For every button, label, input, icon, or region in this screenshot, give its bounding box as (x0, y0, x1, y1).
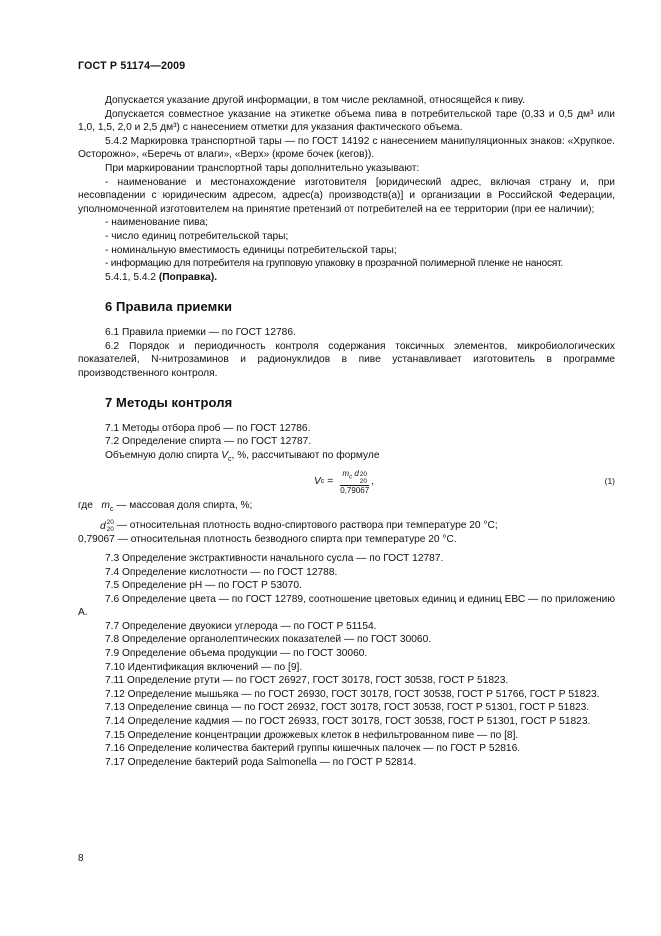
section-6-heading: 6 Правила приемки (105, 299, 233, 315)
paragraph-7-11: 7.11 Определение ртути — по ГОСТ 26927, ГОСТ 30178, ГОСТ 30538, ГОСТ Р 51823. (105, 675, 509, 687)
list-item: - информацию для потребителя на групповую упаковку в прозрачной полимерной пленке не наносят. (105, 258, 563, 270)
formula-block (78, 467, 615, 499)
paragraph-5-4-2: 5.4.2 Маркировка транспортной тары — по ГОСТ 14192 с нанесением манипуляционных знаков: «Хрупкое. Осторожно», «Беречь от влаги», «Верх» (кроме бочек (кегов)). (78, 135, 615, 161)
formula-denominator: 0,79067 (340, 485, 370, 495)
list-item: - наименование и местонахождение изготовителя [юридический адрес, включая страну и, при несовпадении с юридическим адресом, адрес(а) производств(а)] и организации в Российской Федерации, уполномоченной изготовителем на принятие претензий от потребителей на ее территории (при ее наличии); (78, 176, 615, 215)
paragraph-transport-marking: При маркировании транспортной тары дополнительно указывают: (105, 162, 420, 174)
formula-number: (1) (604, 475, 615, 486)
paragraph-7-7: 7.7 Определение двуокиси углерода — по ГОСТ Р 51154. (105, 620, 377, 632)
paragraph-7-16: 7.16 Определение количества бактерий группы кишечных палочек — по ГОСТ Р 52816. (105, 743, 521, 755)
paragraph-7-10: 7.10 Идентификация включений — по [9]. (105, 661, 303, 673)
paragraph-6-2: 6.2 Порядок и периодичность контроля содержания токсичных элементов, микробиологических показателей, N-нитрозаминов и радионуклидов в пиве устанавливает изготовитель в программе производственного контроля. (78, 340, 615, 379)
paragraph-7-15: 7.15 Определение концентрации дрожжевых клеток в нефильтрованном пиве — по [8]. (105, 729, 519, 741)
formula-fraction (340, 469, 369, 496)
section-7-heading: 7 Методы контроля (105, 395, 233, 411)
paragraph-7-6: 7.6 Определение цвета — по ГОСТ 12789, соотношение цветовых единиц и единиц ЕВС — по приложению А. (78, 593, 615, 619)
alcohol-formula: V c = $m_c$ d 20 20 0,79067 , (314, 468, 375, 495)
amendment-note (78, 271, 615, 285)
paragraph-7-12: 7.12 Определение мышьяка — по ГОСТ 26930, ГОСТ 30178, ГОСТ 30538, ГОСТ Р 51766, ГОСТ Р 51823. (105, 688, 600, 700)
paragraph-7-3: 7.3 Определение экстрактивности начального сусла — по ГОСТ 12787. (105, 552, 444, 564)
paragraph-7-13: 7.13 Определение свинца — по ГОСТ 26932, ГОСТ 30178, ГОСТ 30538, ГОСТ Р 51301, ГОСТ Р 51823. (105, 702, 590, 714)
amendment-ref: 5.4.1, 5.4.2 (105, 271, 156, 283)
paragraph-volume-label: Допускается совместное указание на этикетке объема пива в потребительской таре (0,33 и 0,5 дм³ или 1,0, 1,5, 2,0 и 2,5 дм³) с нанесением отметки для указания фактического объема. (78, 108, 615, 134)
list-item: - число единиц потребительской тары; (105, 230, 289, 242)
paragraph-6-1: 6.1 Правила приемки — по ГОСТ 12786. (105, 326, 296, 338)
paragraph-7-4: 7.4 Определение кислотности — по ГОСТ 12788. (105, 566, 338, 578)
paragraph-7-2: 7.2 Определение спирта — по ГОСТ 12787. (105, 436, 312, 448)
paragraph-other-info: Допускается указание другой информации, в том числе рекламной, относящейся к пиву. (105, 95, 525, 106)
amendment-label: (Поправка). (158, 271, 218, 283)
where-item-density: d 20 20 — относительная плотность водно-спиртового раствора при температуре 20 °С; (100, 519, 498, 534)
list-item: - наименование пива; (105, 217, 208, 229)
paragraph-7-8: 7.8 Определение органолептических показателей — по ГОСТ 30060. (105, 634, 432, 646)
list-item: - номинальную вместимость единицы потребительской тары; (105, 244, 397, 256)
where-item-mass: где $m_c$ — массовая доля спирта, %; (78, 499, 253, 513)
page-number: 8 (78, 853, 84, 864)
where-item-anhydrous: 0,79067 — относительная плотность безводного спирта при температуре 20 °С. (78, 534, 457, 546)
paragraph-7-5: 7.5 Определение pH — по ГОСТ Р 53070. (105, 580, 302, 592)
formula-intro: Объемную долю спирта $V_c$, %, рассчитывают по формуле (105, 450, 380, 464)
standard-header: ГОСТ Р 51174—2009 (78, 60, 186, 72)
paragraph-7-1: 7.1 Методы отбора проб — по ГОСТ 12786. (105, 422, 311, 434)
paragraph-7-14: 7.14 Определение кадмия — по ГОСТ 26933, ГОСТ 30178, ГОСТ 30538, ГОСТ Р 51301, ГОСТ Р 51823. (105, 716, 591, 728)
page-content (78, 94, 615, 769)
paragraph-7-17: 7.17 Определение бактерий рода Salmonella — по ГОСТ Р 52814. (105, 756, 417, 768)
paragraph-7-9: 7.9 Определение объема продукции — по ГОСТ 30060. (105, 648, 368, 660)
formula-numerator: $m_c$ d 20 20 (342, 468, 367, 485)
